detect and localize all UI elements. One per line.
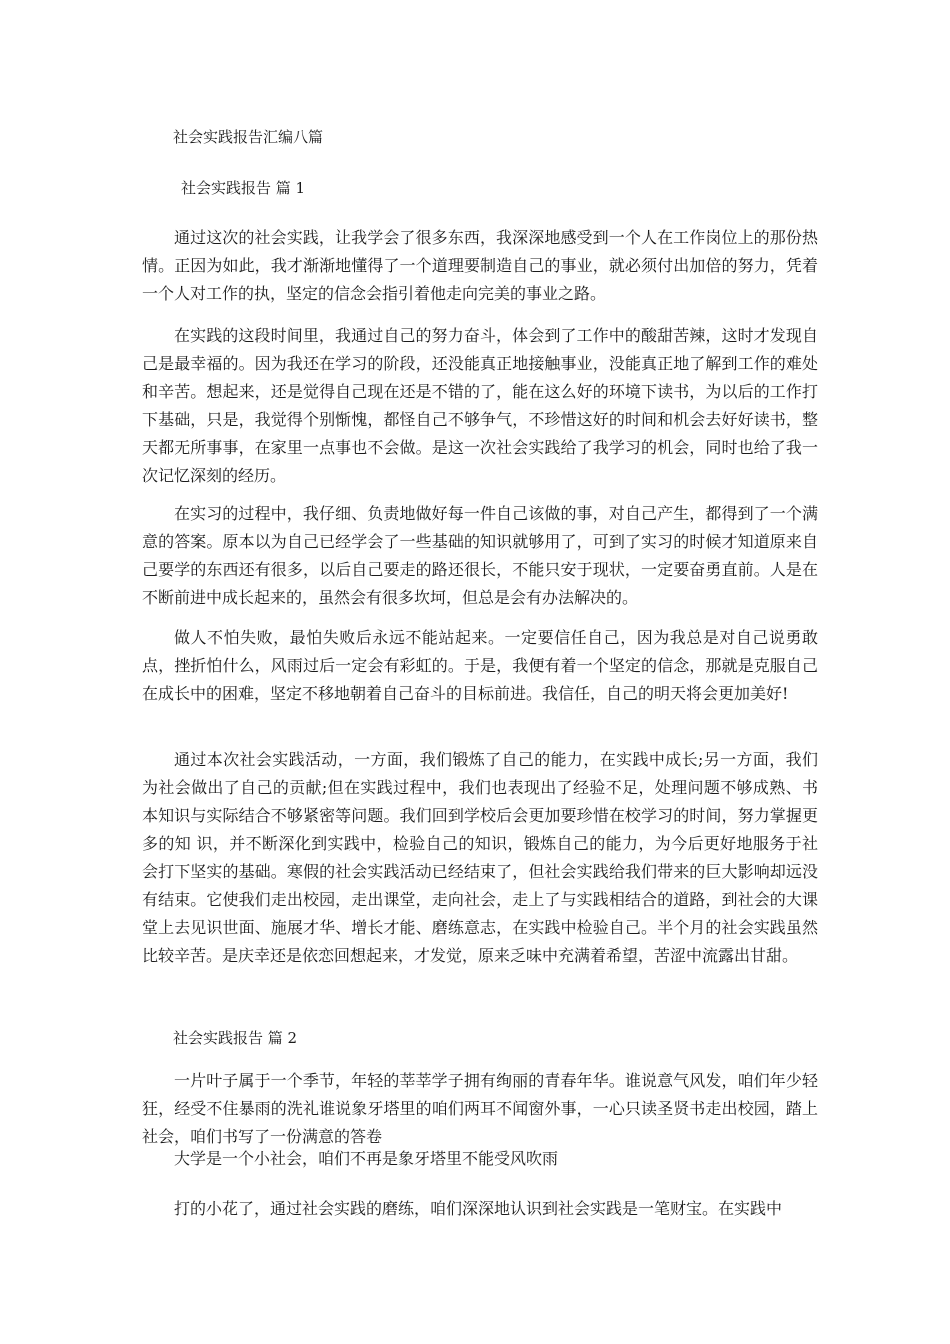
paragraph: 在实践的这段时间里，我通过自己的努力奋斗，体会到了工作中的酸甜苦辣，这时才发现自己是最幸福的。因为我还在学习的阶段，还没能真正地接触事业，没能真正地了解到工作的难处和辛苦。想起来，还是觉得自己现在还是不错的了，能在这么好的环境下读书，为以后的工作打下基础，只是，我觉得个别惭愧，都怪自己不够争气，不珍惜这好的时间和机会去好好读书，整天都无所事事，在家里一点事也不会做。是这一次社会实践给了我学习的机会，同时也给了我一次记忆深刻的经历。	[142, 326, 818, 485]
paragraph: 在实习的过程中，我仔细、负责地做好每一件自己该做的事，对自己产生，都得到了一个满意的答案。原本以为自己已经学会了一些基础的知识就够用了，可到了实习的时候才知道原来自己要学的东西还有很多，以后自己要走的路还很长，不能只安于现状，一定要奋勇直前。人是在不断前进中成长起来的，虽然会有很多坎坷，但总是会有办法解决的。	[142, 504, 818, 607]
paragraph: 通过本次社会实践活动，一方面，我们锻炼了自己的能力，在实践中成长;另一方面，我们为社会做出了自己的贡献;但在实践过程中，我们也表现出了经验不足，处理问题不够成熟、书本知识与实际结合不够紧密等问题。我们回到学校后会更加要珍惜在校学习的时间，努力掌握更多的知 识，并不断深化到实践中，检验自己的知识，锻炼自己的能力，为今后更好地服务于社会打下坚实的基础。寒假的社会实践活动已经结束了，但社会实践给我们带来的巨大影响却远没有结束。它使我们走出校园，走出课堂，走向社会，走上了与实践相结合的道路，到社会的大课堂上去见识世面、施展才华、增长才能、磨练意志，在实践中检验自己。半个月的社会实践虽然比较辛苦。是庆幸还是依恋回想起来，才发觉，原来乏味中充满着希望，苦涩中流露出甘甜。	[142, 750, 818, 965]
paragraph: 大学是一个小社会，咱们不再是象牙塔里不能受风吹雨	[174, 1149, 559, 1168]
section-heading-1: 社会实践报告 篇 1	[181, 179, 306, 197]
paragraph: 一片叶子属于一个季节，年轻的莘莘学子拥有绚丽的青春年华。谁说意气风发，咱们年少轻狂，经受不住暴雨的洗礼谁说象牙塔里的咱们两耳不闻窗外事，一心只读圣贤书走出校园，踏上社会，咱们书写了一份满意的答卷	[142, 1071, 818, 1146]
paragraph: 打的小花了，通过社会实践的磨练，咱们深深地认识到社会实践是一笔财宝。在实践中	[174, 1199, 783, 1218]
paragraph: 通过这次的社会实践，让我学会了很多东西，我深深地感受到一个人在工作岗位上的那份热情。正因为如此，我才渐渐地懂得了一个道理要制造自己的事业，就必须付出加倍的努力，凭着一个人对工作的执，坚定的信念会指引着他走向完美的事业之路。	[142, 228, 818, 303]
paragraph: 做人不怕失败，最怕失败后永远不能站起来。一定要信任自己，因为我总是对自己说勇敢点，挫折怕什么，风雨过后一定会有彩虹的。于是，我便有着一个坚定的信念，那就是克服自己在成长中的困难，坚定不移地朝着自己奋斗的目标前进。我信任，自己的明天将会更加美好!	[142, 628, 818, 703]
document-title: 社会实践报告汇编八篇	[173, 128, 324, 146]
section-heading-2: 社会实践报告 篇 2	[173, 1029, 298, 1047]
